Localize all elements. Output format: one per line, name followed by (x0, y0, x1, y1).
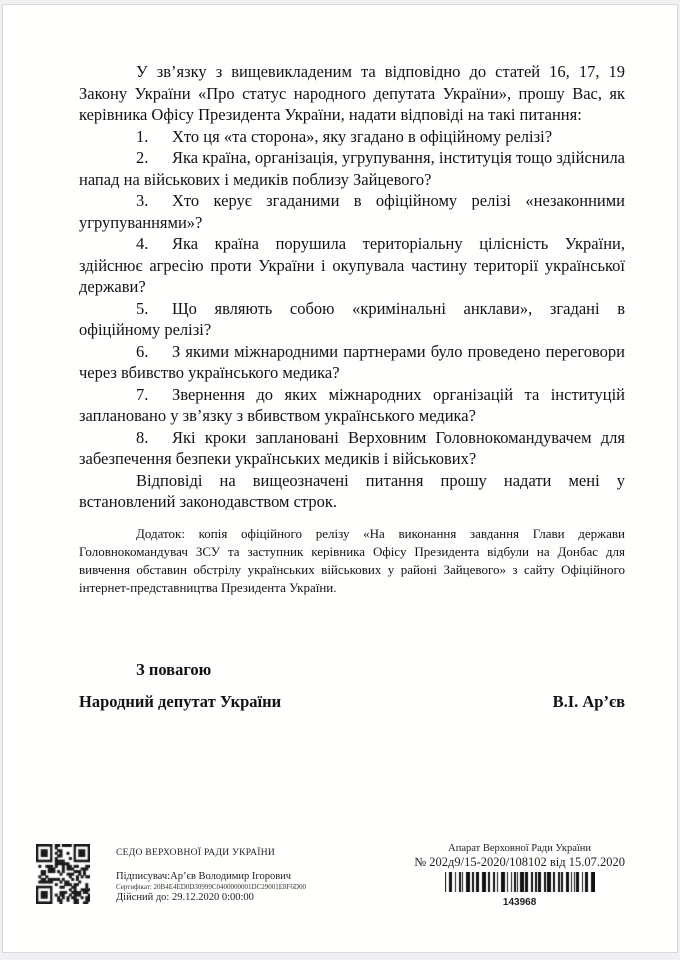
question-number: 4. (136, 234, 149, 253)
sedo-certificate-line: Сертифікат: 20B4E4ED0D30999C0400000001DC29001E8F6D00 (116, 883, 306, 891)
question-item (79, 384, 625, 427)
barcode-number: 143968 (502, 897, 537, 908)
closing-paragraph: Відповіді на вищеозначені питання прошу надати мені у встановлений законодавством строк. (79, 470, 625, 511)
question-number: 2. (136, 148, 149, 167)
question-text: Звернення до яких міжнародних організацій та інституцій заплановано у зв’язку з вбивством українського медика? (79, 384, 625, 425)
question-number: 3. (136, 191, 149, 210)
question-text: Яка країна, організація, угрупування, інституція тощо здійснила напад на військових і медиків поблизу Зайцевого? (79, 148, 625, 189)
barcode-icon (445, 872, 595, 892)
question-text: Які кроки заплановані Верховним Головнокомандувачем для забезпечення безпеки українських медиків і військових? (79, 427, 625, 468)
intro-paragraph: У зв’язку з вищевикладеним та відповідно до статей 16, 17, 19 Закону України «Про статус народного депутата України», прошу Вас, як керівника Офісу Президента України, надати відповіді на такі питання: (79, 62, 625, 124)
question-item (79, 427, 625, 470)
question-text: Яка країна порушила територіальну цілісність України, здійснює агресію проти України і окупувала частину території української держави? (79, 234, 625, 296)
footer (36, 838, 625, 908)
signature-row (79, 691, 625, 713)
question-number: 8. (136, 427, 149, 447)
question-item (79, 298, 625, 341)
question-number: 1. (136, 126, 149, 146)
question-text: Що являють собою «кримінальні анклави», згадані в офіційному релізі? (79, 298, 625, 339)
attachment-paragraph: Додаток: копія офіційного релізу «На виконання завдання Глави держави Головнокомандувач ЗСУ та заступник керівника Офісу Президента відбули на Донбас для вивчення обставин обстрілу українських військових у районі Зайцевого» з сайту Офіційного інтернет-представництва Президента України. (79, 525, 625, 595)
question-item (79, 233, 625, 298)
signer-name: В.І. Ар’єв (552, 692, 625, 711)
sedo-stamp (116, 838, 306, 904)
question-number: 5. (136, 298, 149, 318)
question-item (79, 190, 625, 233)
question-text: Хто керує згаданими в офіційному релізі «незаконними угрупуваннями»? (79, 191, 625, 232)
signer-title: Народний депутат України (79, 692, 282, 711)
question-item (79, 341, 625, 384)
question-number: 6. (136, 341, 149, 361)
question-item (79, 126, 625, 148)
sedo-valid-line: Дійсний до: 29.12.2020 0:00:00 (116, 892, 254, 903)
qr-code-icon (36, 844, 90, 904)
question-text: З якими міжнародними партнерами було проведено переговори через вбивство українського медика? (79, 341, 625, 382)
sedo-org-line: СЕДО ВЕРХОВНОЇ РАДИ УКРАЇНИ (116, 848, 276, 858)
regards-line: З повагою (136, 659, 212, 679)
apparatus-org-line: Апарат Верховної Ради України (448, 843, 592, 854)
question-text: Хто ця «та сторона», яку згадано в офіційному релізі? (172, 126, 553, 146)
question-number: 7. (136, 384, 149, 404)
sedo-signer-line: Підписувач:Ар’єв Володимир Ігорович (116, 871, 292, 882)
registration-stamp (414, 838, 625, 908)
document-page (2, 4, 678, 953)
question-item (79, 147, 625, 190)
registration-number-line: № 202д9/15-2020/108102 від 15.07.2020 (414, 855, 625, 869)
letter-body (79, 61, 625, 713)
